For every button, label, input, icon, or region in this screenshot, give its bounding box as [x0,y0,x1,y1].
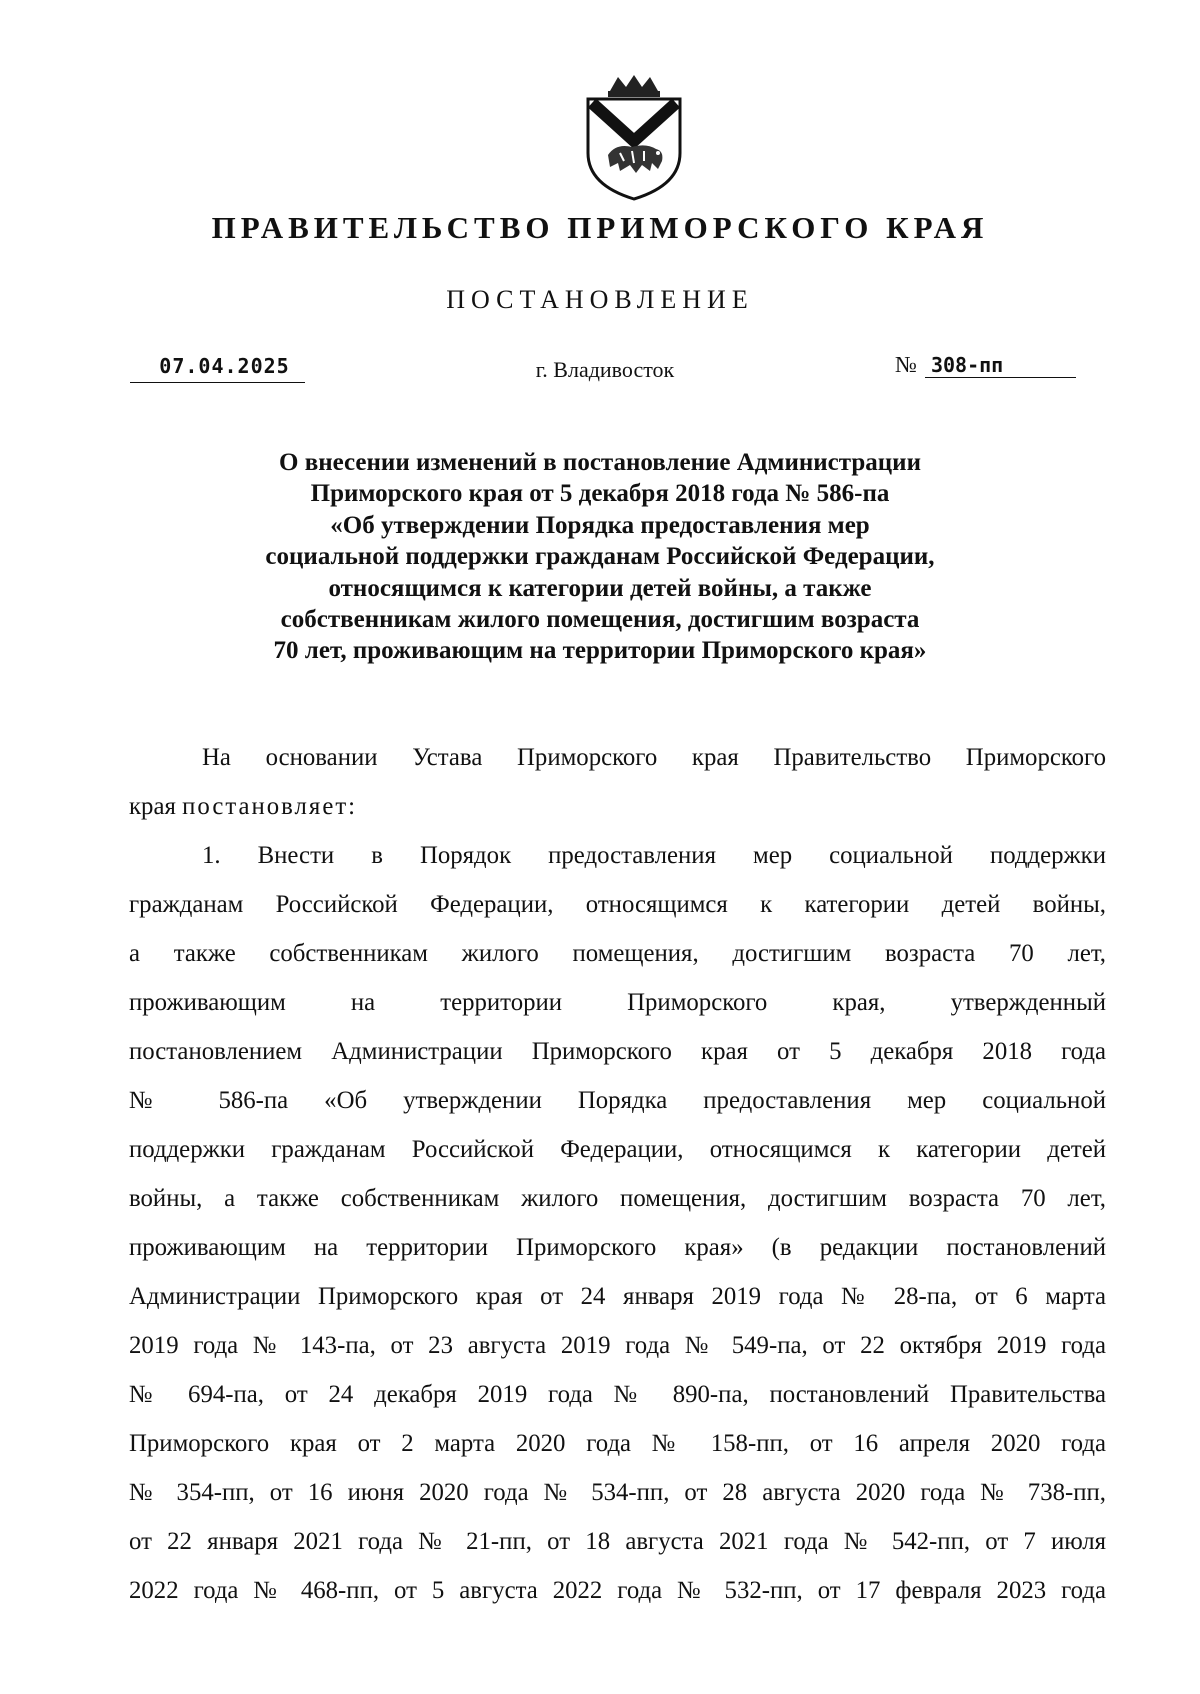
document-city: г. Владивосток [535,357,675,382]
body-line-decree-word: постановляет: [182,793,358,820]
body-line: поддержки гражданам Российской Федерации, относящимся к категории детей [129,1136,1106,1163]
body-line: 2019 года № 143-па, от 23 августа 2019 года № 549-па, от 22 октября 2019 года [129,1332,1106,1359]
date-value: 07.04.2025 [159,354,290,378]
subject-line: собственникам жилого помещения, достигшим возраста [280,606,920,634]
body-line: 2022 года № 468-пп, от 5 августа 2022 года № 532-пп, от 17 февраля 2023 года [129,1577,1106,1604]
body-line [129,782,1106,831]
document-type: ПОСТАНОВЛЕНИЕ [446,285,754,314]
subject-line: Приморского края от 5 декабря 2018 года № 586-па [310,480,890,508]
subject-line: относящимся к категории детей войны, а также [328,574,872,602]
number-value: 308-пп [930,353,1004,377]
body-line: а также собственникам жилого помещения, достигшим возраста 70 лет, [129,940,1106,967]
body-line-lead: края [129,793,183,820]
document-number [895,352,1076,378]
subject-line: 70 лет, проживающим на территории Приморского края» [273,637,927,665]
body-line: № 586-па «Об утверждении Порядка предоставления мер социальной [129,1087,1106,1114]
body-line: Приморского края от 2 марта 2020 года № 158-пп, от 16 апреля 2020 года [129,1430,1106,1457]
document-date [130,354,305,383]
document-subject [150,447,1050,667]
government-title: ПРАВИТЕЛЬСТВО ПРИМОРСКОГО КРАЯ [211,210,989,245]
coat-of-arms-icon [580,73,688,203]
body-line: 1. Внести в Порядок предоставления мер социальной поддержки [202,842,1106,869]
subject-line: социальной поддержки гражданам Российской Федерации, [265,543,935,571]
body-line: № 354-пп, от 16 июня 2020 года № 534-пп, от 28 августа 2020 года № 738-пп, [129,1479,1106,1506]
body-line: проживающим на территории Приморского края» (в редакции постановлений [129,1234,1106,1261]
date-underline [130,382,305,383]
body-line: гражданам Российской Федерации, относящимся к категории детей войны, [129,891,1106,918]
document-body [129,733,1106,1615]
body-line: На основании Устава Приморского края Правительство Приморского [202,744,1106,771]
body-line: № 694-па, от 24 декабря 2019 года № 890-па, постановлений Правительства [129,1381,1106,1408]
number-sign: № [895,352,917,377]
body-line: проживающим на территории Приморского края, утвержденный [129,989,1106,1016]
subject-line: О внесении изменений в постановление Администрации [279,449,921,476]
subject-line: «Об утверждении Порядка предоставления мер [330,511,870,539]
body-line: Администрации Приморского края от 24 января 2019 года № 28-па, от 6 марта [129,1283,1106,1310]
number-field [925,353,1076,378]
body-line: от 22 января 2021 года № 21-пп, от 18 августа 2021 года № 542-пп, от 7 июля [129,1528,1106,1555]
body-line: войны, а также собственникам жилого помещения, достигшим возраста 70 лет, [129,1185,1106,1212]
body-line: постановлением Администрации Приморского края от 5 декабря 2018 года [129,1038,1106,1065]
